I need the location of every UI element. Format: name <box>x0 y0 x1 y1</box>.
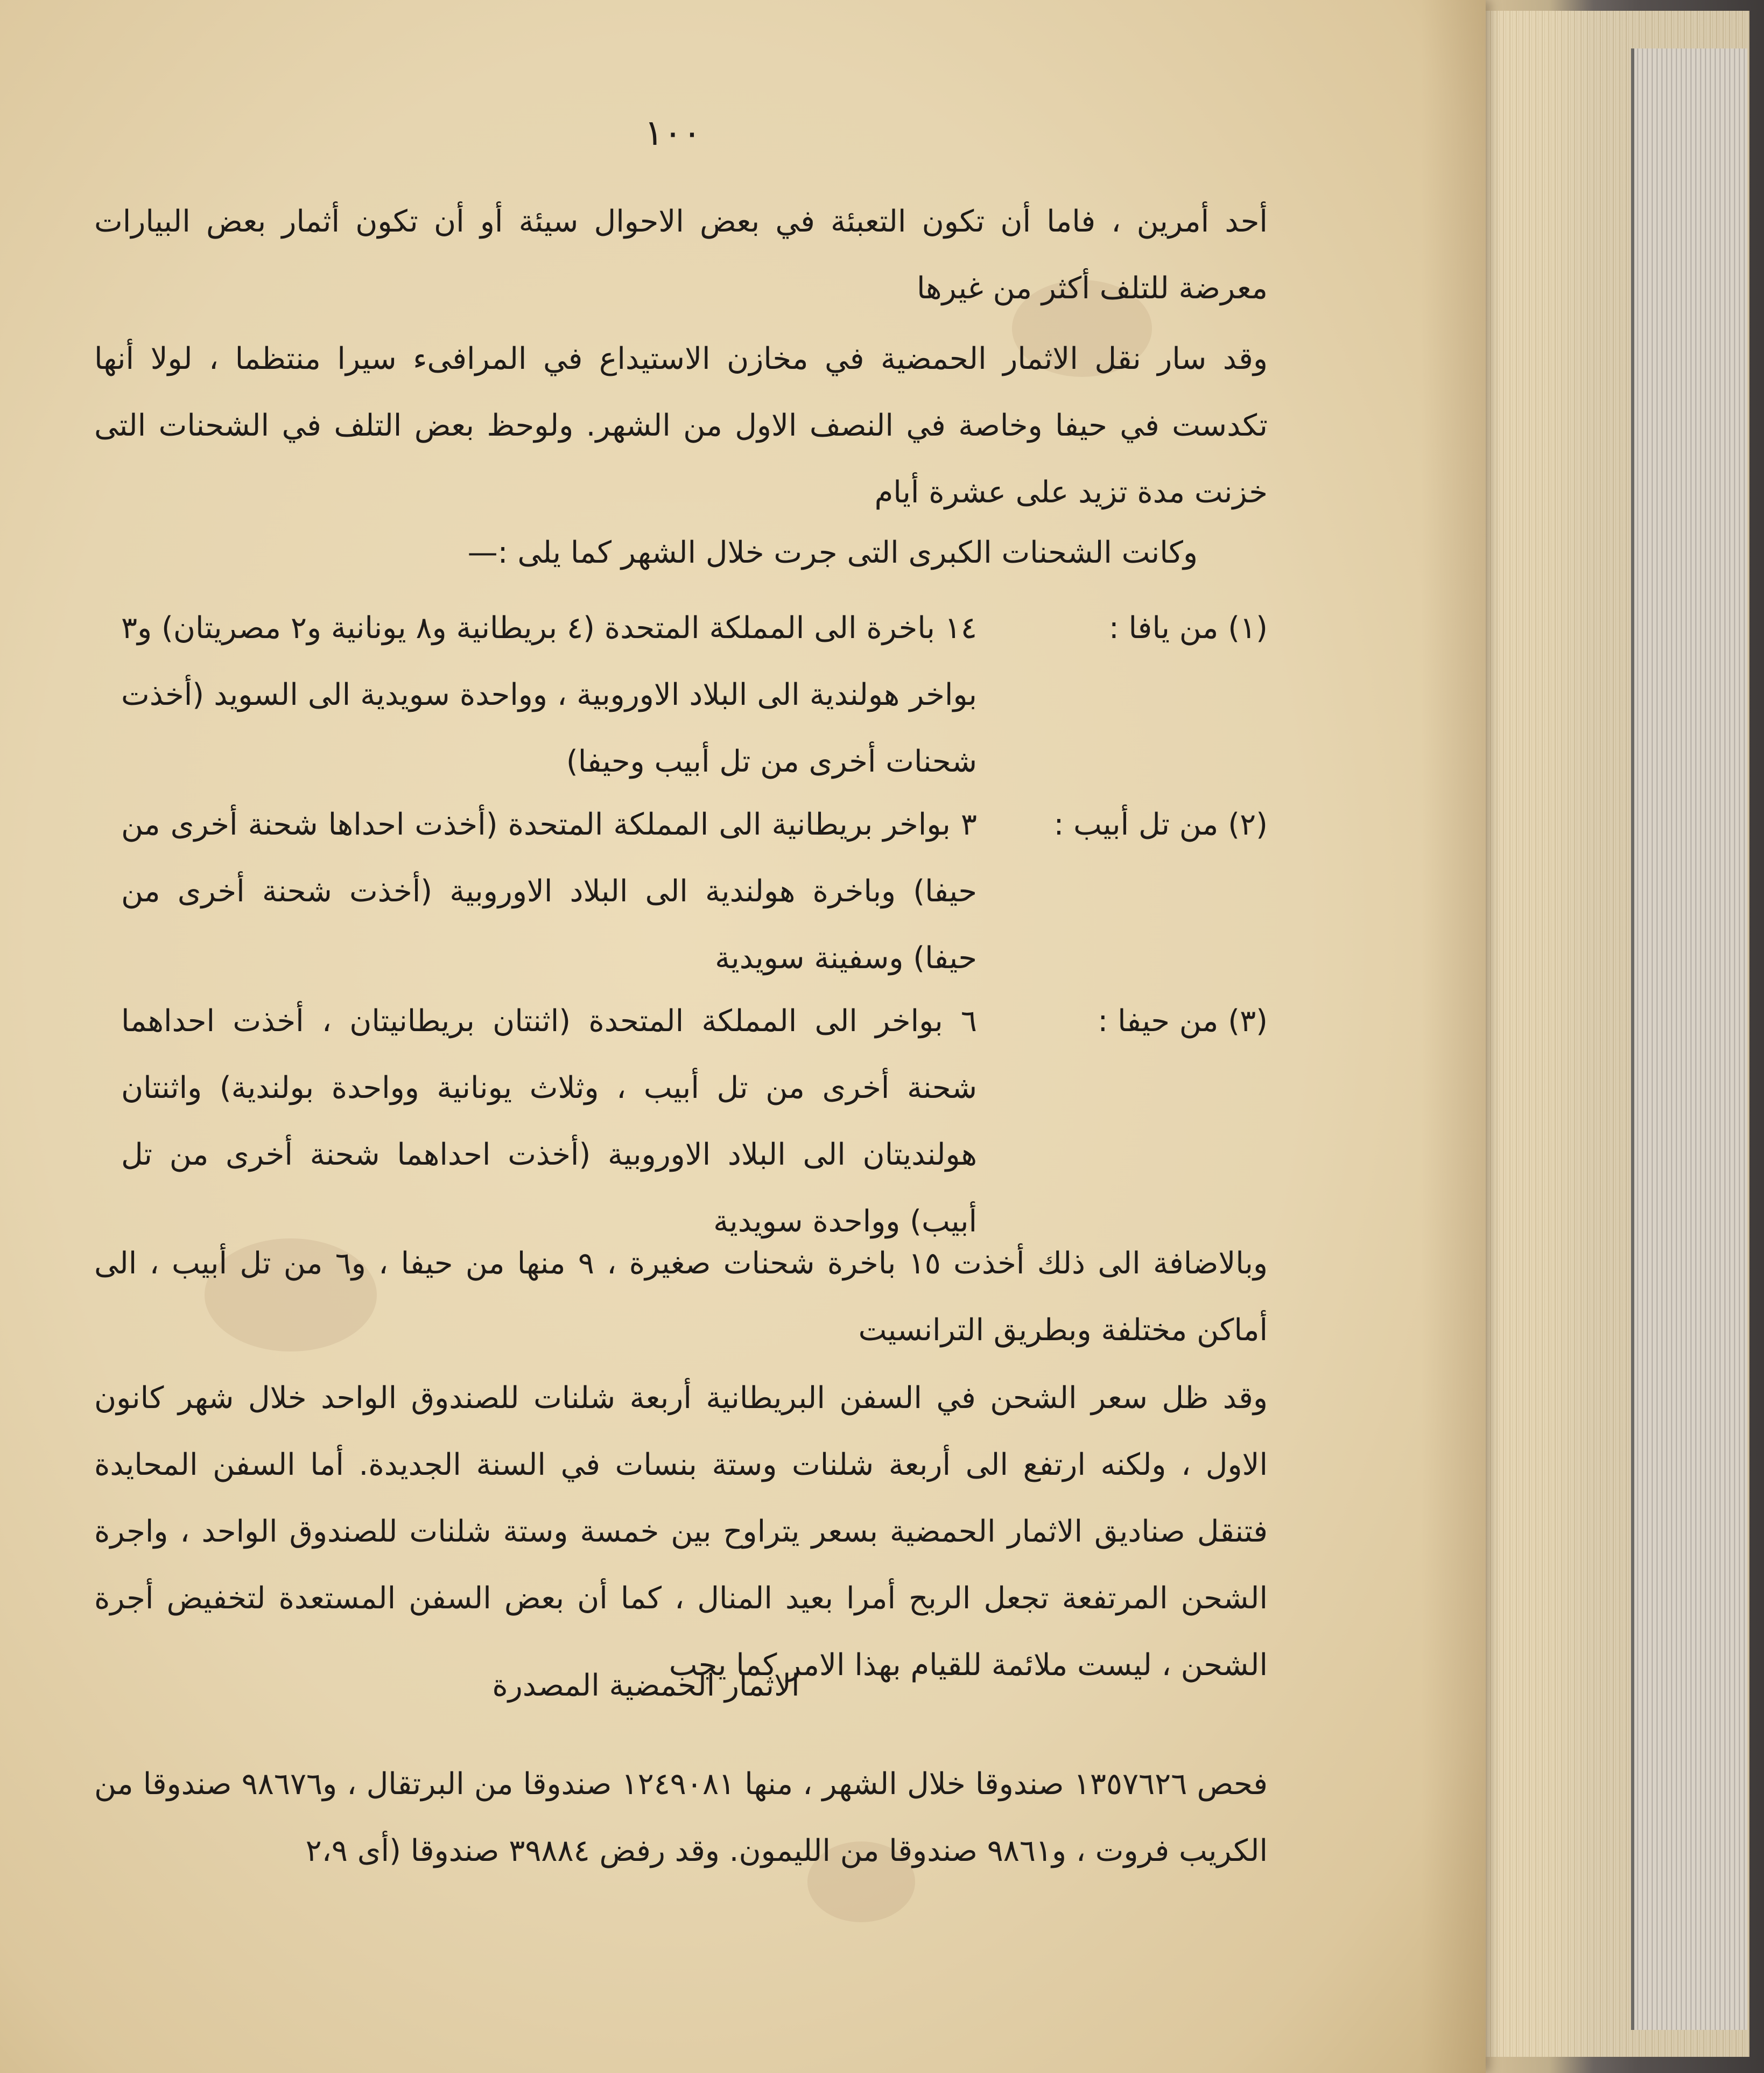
shipment-port-label: (١) من يافا : <box>1108 611 1268 646</box>
shipment-port-label: (٣) من حيفا : <box>1098 1004 1268 1039</box>
shipment-item-jaffa <box>94 595 1268 789</box>
book-cover-edge <box>1631 48 1747 2030</box>
shipment-item-haifa <box>94 988 1268 1246</box>
paragraph-4: وبالاضافة الى ذلك أخذت ١٥ باخرة شحنات صغيرة ، ٩ منها من حيفا ، و٦ من تل أبيب ، الى أماكن مختلفة وبطريق الترانسيت <box>94 1246 1268 1348</box>
paragraph-6: فحص ١٣٥٧٦٢٦ صندوقا خلال الشهر ، منها ١٢٤٩٠٨١ صندوقا من البرتقال ، و٩٨٦٧٦ صندوقا من الكريب فروت ، و٩٨٦١ صندوقا من الليمون. وقد رفض ٣٩٨٨٤ صندوقا (أى ٢،٩ <box>94 1767 1268 1868</box>
shipment-details: ٣ بواخر بريطانية الى المملكة المتحدة (أخذت احداها شحنة أخرى من حيفا) وباخرة هولندية الى البلاد الاوروبية (أخذت شحنة أخرى من حيفا) وسفينة سويدية <box>121 807 977 976</box>
shipment-details: ١٤ باخرة الى المملكة المتحدة (٤ بريطانية و٨ يونانية و٢ مصريتان) و٣ بواخر هولندية الى البلاد الاوروبية ، وواحدة سويدية الى السويد (أخذت شحنات أخرى من تل أبيب وحيفا) <box>121 611 977 779</box>
shipment-port-label: (٢) من تل أبيب : <box>1053 807 1268 842</box>
shipment-details: ٦ بواخر الى المملكة المتحدة (اثنتان بريطانيتان ، أخذت احداهما شحنة أخرى من تل أبيب ، وثلاث يونانية وواحدة بولندية) واثنتان هولنديتان الى البلاد الاوروبية (أخذت احداهما شحنة أخرى من تل أبيب) وواحدة سويدية <box>121 1004 977 1239</box>
paragraph-5: وقد ظل سعر الشحن في السفن البريطانية أربعة شلنات للصندوق الواحد خلال شهر كانون الاول ، ولكنه ارتفع الى أربعة شلنات وستة بنسات في السنة الجديدة. أما السفن المحايدة فتنقل صناديق الاثمار الحمضية بسعر يتراوح بين خمسة وستة شلنات للصندوق الواحد ، واجرة الشحن المرتفعة تجعل الربح أمرا بعيد المنال ، كما أن بعض السفن المستعدة لتخفيض أجرة الشحن ، ليست ملائمة للقيام بهذا الامر كما يجب <box>94 1381 1268 1683</box>
shipment-item-tel-aviv <box>94 792 1268 985</box>
paragraph-1: أحد أمرين ، فاما أن تكون التعبئة في بعض الاحوال سيئة أو أن تكون أثمار بعض البيارات معرضة للتلف أكثر من غيرها <box>94 204 1268 306</box>
page-number: ١٠٠ <box>644 112 702 153</box>
paragraph-3: وكانت الشحنات الكبرى التى جرت خلال الشهر كما يلى :— <box>467 535 1198 570</box>
paragraph-2: وقد سار نقل الاثمار الحمضية في مخازن الاستيداع في المرافىء سيرا منتظما ، لولا أنها تكدست في حيفا وخاصة في النصف الاول من الشهر. ولوحظ بعض التلف في الشحنات التى خزنت مدة تزيد على عشرة أيام <box>94 341 1268 510</box>
page-edge-shadow <box>1421 0 1486 2073</box>
section-title: الاثمار الحمضية المصدرة <box>492 1668 800 1703</box>
